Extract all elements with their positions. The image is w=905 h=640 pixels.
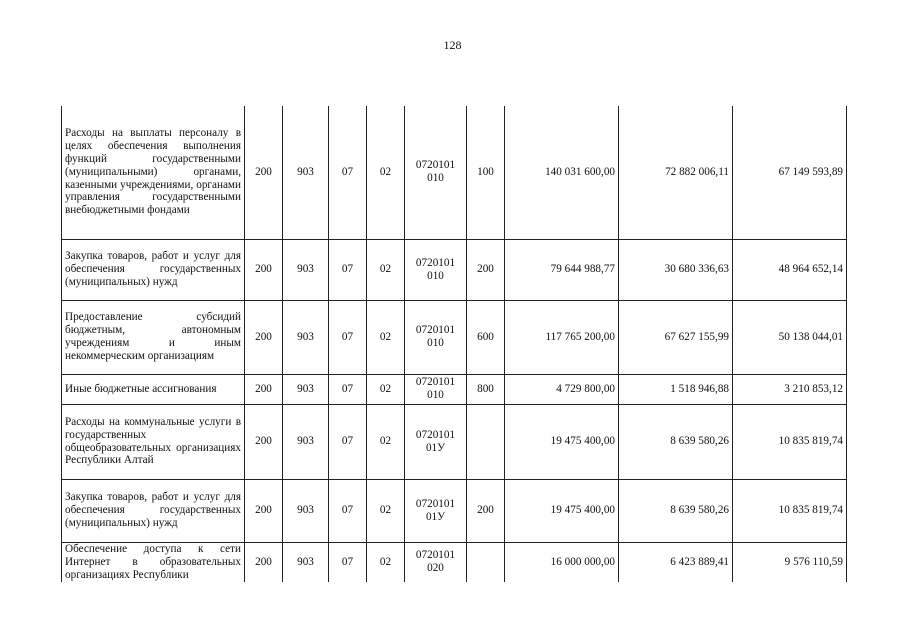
subsection-code: 02 [367,300,405,374]
expense-type-code: 200 [467,239,505,300]
code-column-1: 200 [245,542,283,582]
target-article-code: 0720101 01У [405,404,467,479]
page-number: 128 [443,38,462,52]
expense-type-code [467,542,505,582]
executed-amount: 1 518 946,88 [619,374,733,404]
expense-type-code: 600 [467,300,505,374]
code-column-1: 200 [245,300,283,374]
target-article-code: 0720101 01У [405,479,467,542]
code-column-1: 200 [245,106,283,239]
table-row [62,239,847,300]
table-row [62,542,847,582]
target-article-code: 0720101 010 [405,300,467,374]
ministry-code: 903 [283,404,329,479]
table-row [62,300,847,374]
executed-amount: 8 639 580,26 [619,404,733,479]
expense-name: Расходы на выплаты персоналу в целях обеспечения выполнения функций государственными (муниципальными) органами, казенными учреждениями, органами управления государственными внебюджетными фондами [62,106,245,239]
subsection-code: 02 [367,542,405,582]
section-code: 07 [329,106,367,239]
executed-amount: 72 882 006,11 [619,106,733,239]
code-column-1: 200 [245,479,283,542]
ministry-code: 903 [283,106,329,239]
executed-amount: 6 423 889,41 [619,542,733,582]
planned-amount: 4 729 800,00 [505,374,619,404]
section-code: 07 [329,479,367,542]
table-row [62,404,847,479]
remaining-amount: 10 835 819,74 [733,479,847,542]
section-code: 07 [329,300,367,374]
section-code: 07 [329,239,367,300]
expense-type-code: 200 [467,479,505,542]
planned-amount: 79 644 988,77 [505,239,619,300]
table-row [62,479,847,542]
expense-type-code [467,404,505,479]
table-body [62,106,847,582]
ministry-code: 903 [283,374,329,404]
expense-name: Обеспечение доступа к сети Интернет в образовательных организациях Республики [62,542,245,582]
code-column-1: 200 [245,404,283,479]
expense-name: Закупка товаров, работ и услуг для обеспечения государственных (муниципальных) нужд [62,239,245,300]
executed-amount: 30 680 336,63 [619,239,733,300]
target-article-code: 0720101 010 [405,374,467,404]
remaining-amount: 9 576 110,59 [733,542,847,582]
remaining-amount: 50 138 044,01 [733,300,847,374]
code-column-1: 200 [245,239,283,300]
subsection-code: 02 [367,479,405,542]
target-article-code: 0720101 010 [405,239,467,300]
ministry-code: 903 [283,479,329,542]
ministry-code: 903 [283,239,329,300]
table-row [62,374,847,404]
planned-amount: 16 000 000,00 [505,542,619,582]
planned-amount: 19 475 400,00 [505,479,619,542]
remaining-amount: 10 835 819,74 [733,404,847,479]
remaining-amount: 3 210 853,12 [733,374,847,404]
target-article-code: 0720101 020 [405,542,467,582]
planned-amount: 19 475 400,00 [505,404,619,479]
remaining-amount: 48 964 652,14 [733,239,847,300]
ministry-code: 903 [283,300,329,374]
ministry-code: 903 [283,542,329,582]
expense-type-code: 100 [467,106,505,239]
executed-amount: 8 639 580,26 [619,479,733,542]
executed-amount: 67 627 155,99 [619,300,733,374]
subsection-code: 02 [367,106,405,239]
section-code: 07 [329,374,367,404]
expense-name: Предоставление субсидий бюджетным, автономным учреждениям и иным некоммерческим организациям [62,300,245,374]
section-code: 07 [329,542,367,582]
expense-name: Иные бюджетные ассигнования [62,374,245,404]
expense-name: Закупка товаров, работ и услуг для обеспечения государственных (муниципальных) нужд [62,479,245,542]
code-column-1: 200 [245,374,283,404]
table-row [62,106,847,239]
expense-name: Расходы на коммунальные услуги в государственных общеобразовательных организациях Республики Алтай [62,404,245,479]
budget-table [61,106,847,582]
subsection-code: 02 [367,374,405,404]
remaining-amount: 67 149 593,89 [733,106,847,239]
section-code: 07 [329,404,367,479]
target-article-code: 0720101 010 [405,106,467,239]
expense-type-code: 800 [467,374,505,404]
planned-amount: 117 765 200,00 [505,300,619,374]
subsection-code: 02 [367,404,405,479]
planned-amount: 140 031 600,00 [505,106,619,239]
subsection-code: 02 [367,239,405,300]
